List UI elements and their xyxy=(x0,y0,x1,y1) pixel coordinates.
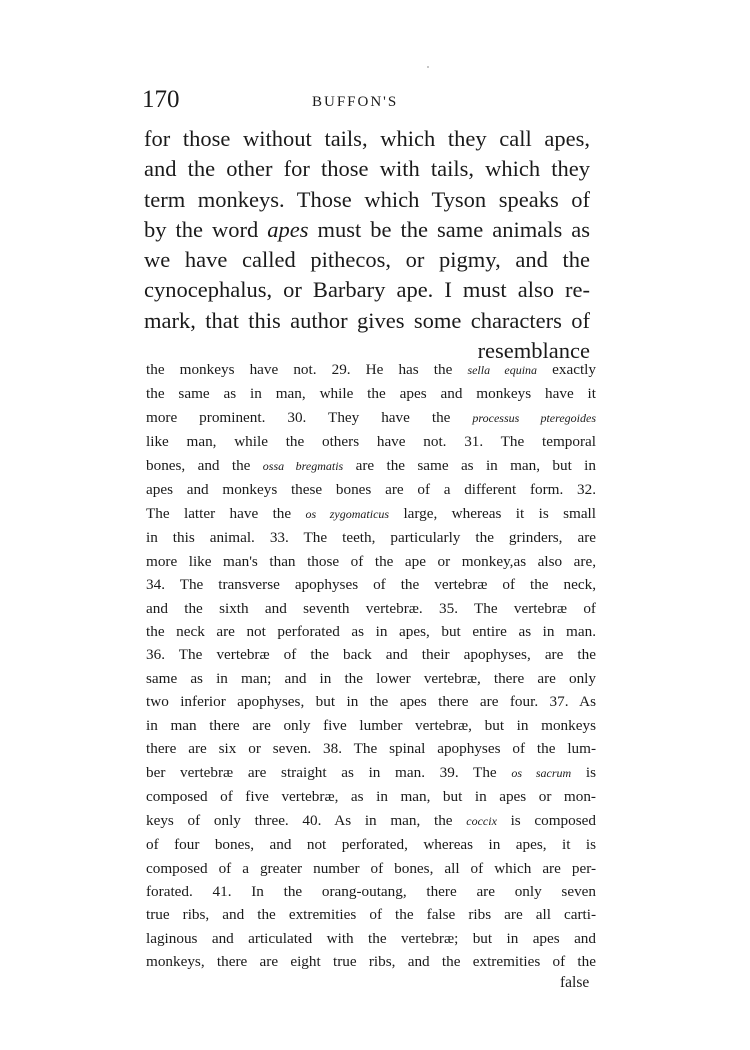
footnote-line: composed of five vertebræ, as in man, but in apes or mon- xyxy=(146,788,596,806)
italic-term: os zygomaticus xyxy=(305,506,390,521)
page-header xyxy=(142,86,592,116)
text-line: and the other for those with tails, which they xyxy=(144,156,590,182)
paper-speck xyxy=(427,66,429,68)
catchword: false xyxy=(560,974,590,991)
italic-term: sella equina xyxy=(467,363,538,377)
footnote-line: monkeys, there are eight true ribs, and the extremities of the xyxy=(146,953,596,971)
text-line: mark, that this author gives some characters of xyxy=(144,307,590,333)
footnote-line: true ribs, and the extremities of the false ribs are all carti- xyxy=(146,906,596,924)
footnote-line: 34. The transverse apophyses of the vertebræ of the neck, xyxy=(146,576,596,594)
footnote-paragraph xyxy=(146,358,596,974)
footnote-line: and the sixth and seventh vertebræ. 35. The vertebræ of xyxy=(146,599,596,617)
footnote-line: forated. 41. In the orang-outang, there are only seven xyxy=(146,882,596,900)
footnote-line: two inferior apophyses, but in the apes there are four. 37. As xyxy=(146,693,596,711)
text-line: by the word apes must be the same animals as xyxy=(144,216,590,242)
main-paragraph xyxy=(144,124,590,366)
running-head: BUFFON'S xyxy=(312,94,399,110)
italic-term: os sacrum xyxy=(511,765,572,780)
text-line: term monkeys. Those which Tyson speaks of xyxy=(144,186,590,212)
page-number: 170 xyxy=(142,86,180,113)
italic-term: ossa bregmatis xyxy=(262,458,344,473)
footnote-line: composed of a greater number of bones, all of which are per- xyxy=(146,859,596,877)
footnote-line: keys of only three. 40. As in man, the coccix is composed xyxy=(146,811,596,829)
text-line: for those without tails, which they call apes, xyxy=(144,126,590,151)
italic-term: coccix xyxy=(466,813,497,828)
text-line: we have called pithecos, or pigmy, and the xyxy=(144,247,590,273)
footnote-line: of four bones, and not perforated, whereas in apes, it is xyxy=(146,836,596,854)
footnote-line: ber vertebræ are straight as in man. 39. The os sacrum is xyxy=(146,763,596,781)
footnote-line: in this animal. 33. The teeth, particularly the grinders, are xyxy=(146,529,596,547)
footnote-line: more like man's than those of the ape or monkey,as also are, xyxy=(146,552,596,570)
footnote-line: the monkeys have not. 29. He has the sella equina exactly xyxy=(146,361,596,378)
footnote-line: in man there are only five lumber vertebræ, but in monkeys xyxy=(146,716,596,734)
footnote-line: like man, while the others have not. 31. The temporal xyxy=(146,433,596,451)
footnote-line: The latter have the os zygomaticus large, whereas it is small xyxy=(146,504,596,522)
footnote-line: laginous and articulated with the vertebræ; but in apes and xyxy=(146,929,596,947)
footnote-line: bones, and the ossa bregmatis are the same as in man, but in xyxy=(146,456,596,474)
text-line: cynocephalus, or Barbary ape. I must also re- xyxy=(144,277,590,303)
footnote-line: the same as in man, while the apes and monkeys have it xyxy=(146,385,596,403)
footnote-line: there are six or seven. 38. The spinal apophyses of the lum- xyxy=(146,740,596,758)
footnote-line: 36. The vertebræ of the back and their apophyses, are the xyxy=(146,646,596,664)
footnote-line: the neck are not perforated as in apes, but entire as in man. xyxy=(146,622,596,640)
italic-term: apes xyxy=(267,216,309,242)
footnote-line: apes and monkeys these bones are of a different form. 32. xyxy=(146,481,596,499)
footnote-line: more prominent. 30. They have the processus pteregoides xyxy=(146,408,596,426)
text-line: resemblance xyxy=(477,338,590,364)
italic-term: processus pteregoides xyxy=(472,410,596,425)
footnote-line: same as in man; and in the lower vertebræ, there are only xyxy=(146,669,596,687)
